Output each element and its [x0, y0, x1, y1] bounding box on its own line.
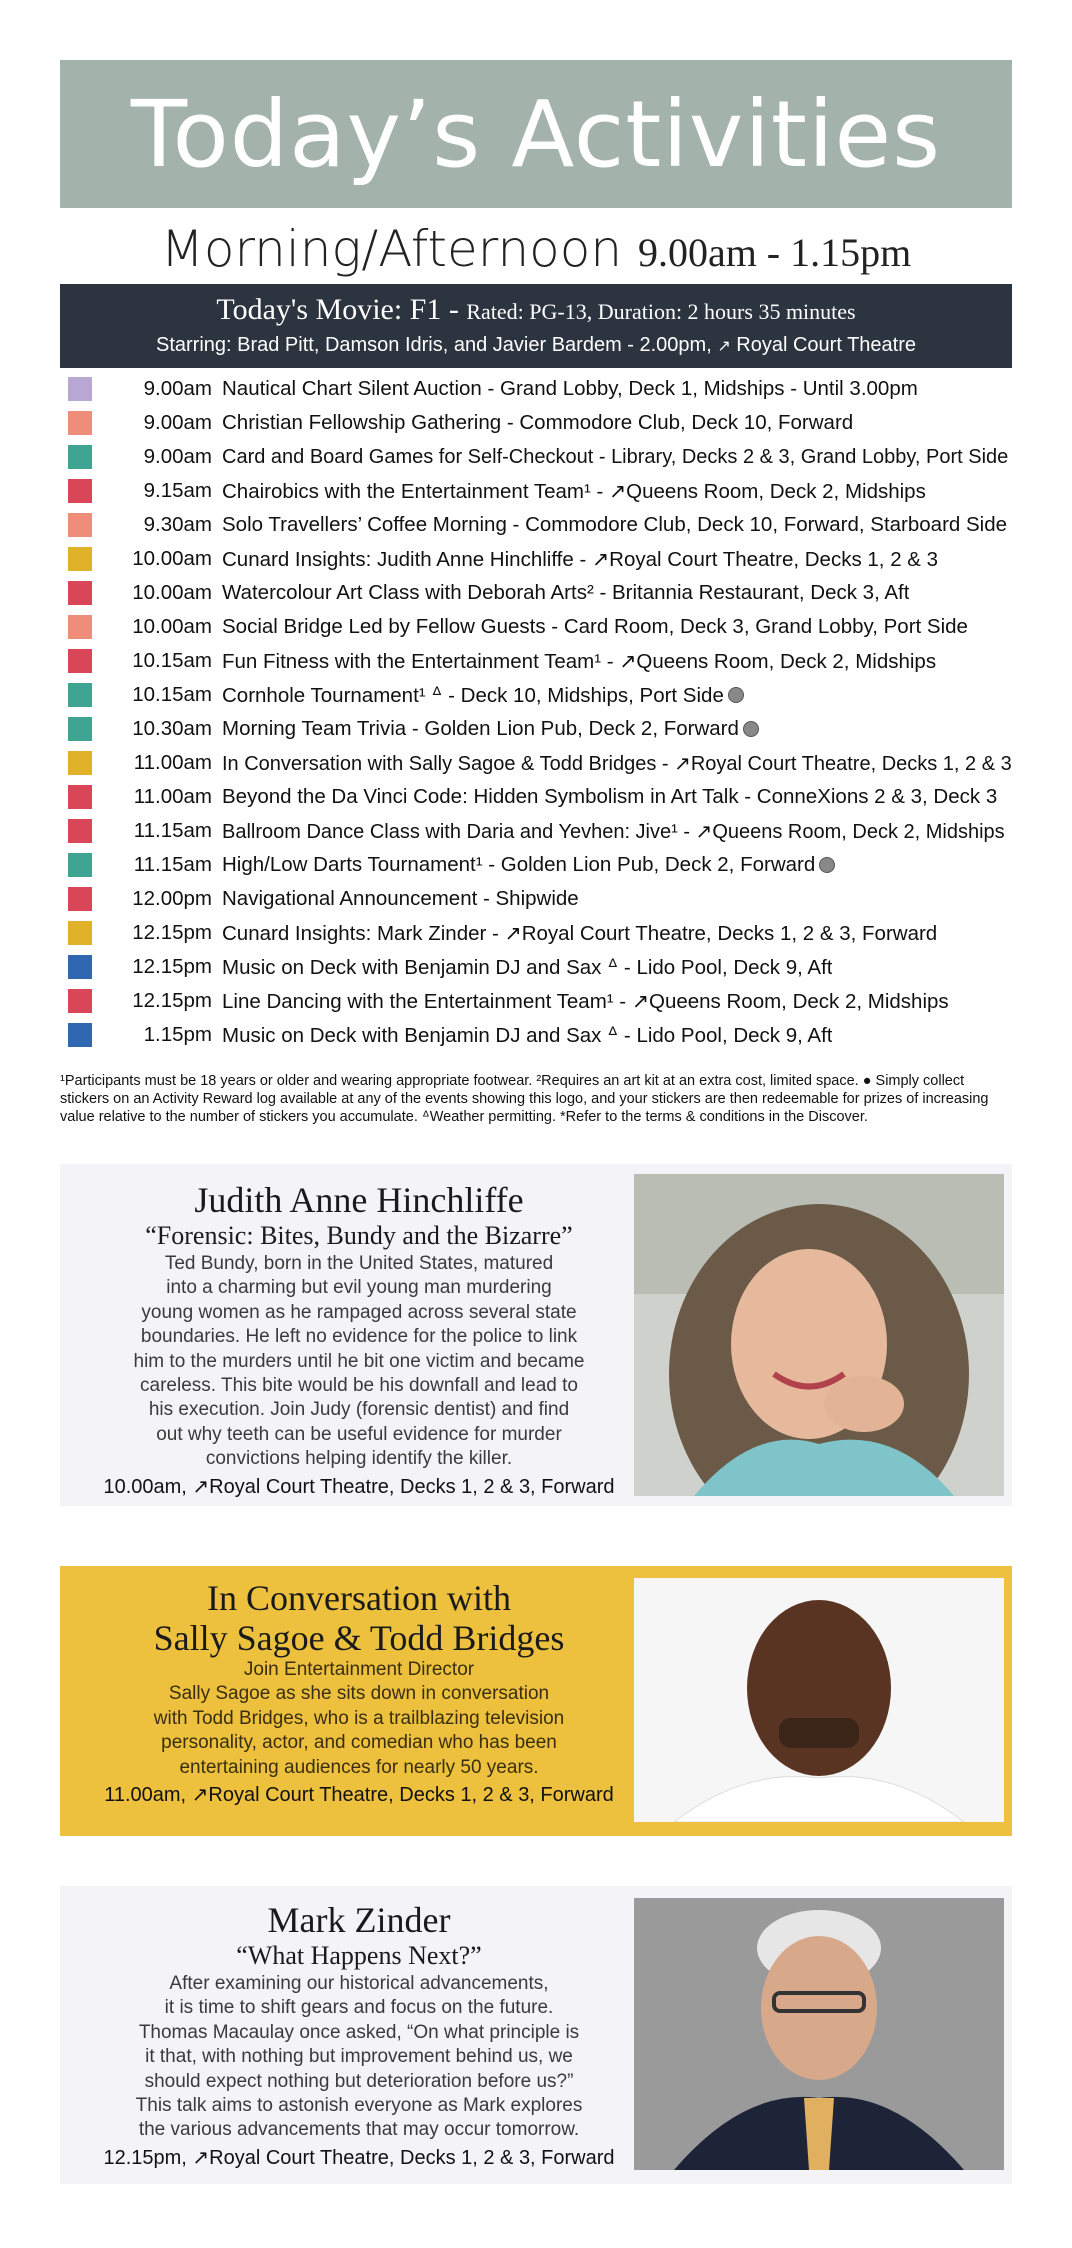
feature-card-conversation: [60, 1566, 1012, 1836]
category-swatch: [68, 581, 92, 605]
talk-location: 12.15pm, ↗Royal Court Theatre, Decks 1, 2 & 3, Forward: [103, 2146, 615, 2169]
schedule-description: Ballroom Dance Class with Daria and Yevhen: Jive¹ - ↗Queens Room, Deck 2, Midships: [222, 820, 1005, 843]
schedule-row: [60, 372, 1012, 406]
description-line: the various advancements that may occur tomorrow.: [138, 2119, 580, 2141]
guest-photo: [634, 1578, 1004, 1822]
schedule-row: [60, 644, 1012, 678]
talk-description: [74, 1252, 644, 1472]
feature-card-hinchliffe: [60, 1164, 1012, 1506]
description-line: him to the murders until he bit one victim and became: [133, 1350, 585, 1372]
schedule-time: 9.00am: [143, 445, 212, 468]
category-swatch: [68, 479, 92, 503]
category-swatch: [68, 989, 92, 1013]
session-heading: [60, 218, 1012, 280]
movie-venue: Royal Court Theatre: [736, 334, 917, 356]
category-swatch: [68, 853, 92, 877]
description-line: with Todd Bridges, who is a trailblazing television: [153, 1707, 565, 1729]
event-description: [74, 1658, 644, 1780]
schedule-row: [60, 406, 1012, 440]
category-swatch: [68, 445, 92, 469]
schedule-time: 10.00am: [132, 615, 212, 638]
schedule-time: 9.00am: [143, 411, 212, 434]
schedule-description: Cornhole Tournament¹ ᐞ - Deck 10, Midships, Port Side: [222, 683, 724, 707]
schedule-row: [60, 542, 1012, 576]
schedule-row: [60, 882, 1012, 916]
schedule-time: 12.15pm: [132, 955, 212, 978]
event-title-line1: In Conversation with: [207, 1578, 511, 1618]
description-line: This talk aims to astonish everyone as Mark explores: [135, 2095, 583, 2117]
schedule-time: 1.15pm: [143, 1023, 212, 1046]
schedule-row: [60, 848, 1012, 882]
description-line: it is time to shift gears and focus on the future.: [164, 1997, 554, 2019]
description-line: convictions helping identify the killer.: [205, 1448, 513, 1470]
schedule-time: 9.15am: [143, 479, 212, 502]
schedule-description: Nautical Chart Silent Auction - Grand Lobby, Deck 1, Midships - Until 3.00pm: [222, 377, 918, 400]
footnote: ¹Participants must be 18 years or older and wearing appropriate footwear. ²Requires an art kit at an extra cost, limited space. ● Simply collect stickers on an Activity Reward log available at any of the events showing this logo, and your stickers are then redeemable for prizes of increasing value relative to the number of stickers you accumulate. ᐞWeather permitting. *Refer to the terms & conditions in the Discover.: [60, 1073, 989, 1125]
schedule-description: Music on Deck with Benjamin DJ and Sax ᐞ - Lido Pool, Deck 9, Aft: [222, 1023, 833, 1047]
schedule-row: [60, 814, 1012, 848]
description-line: out why teeth can be useful evidence for murder: [156, 1423, 562, 1445]
reward-sticker-icon: [743, 721, 759, 737]
talk-location: 10.00am, ↗Royal Court Theatre, Decks 1, 2 & 3, Forward: [103, 1475, 615, 1498]
category-swatch: [68, 547, 92, 571]
description-line: Join Entertainment Director: [243, 1659, 475, 1680]
category-swatch: [68, 615, 92, 639]
schedule-description: Navigational Announcement - Shipwide: [222, 887, 579, 910]
talk-description: [74, 1972, 644, 2143]
event-location: 11.00am, ↗Royal Court Theatre, Decks 1, 2 & 3, Forward: [104, 1784, 614, 1807]
description-line: young women as he rampaged across several state: [141, 1301, 577, 1323]
description-line: Sally Sagoe as she sits down in conversation: [168, 1683, 550, 1705]
schedule-time: 10.30am: [132, 717, 212, 740]
schedule-row: [60, 678, 1012, 712]
schedule-row: [60, 916, 1012, 950]
location-arrow-icon: ↗: [717, 338, 731, 355]
category-swatch: [68, 785, 92, 809]
reward-sticker-icon: [819, 857, 835, 873]
schedule-time: 10.15am: [132, 683, 212, 706]
talk-title: “Forensic: Bites, Bundy and the Bizarre”: [145, 1221, 573, 1250]
schedule-description: Morning Team Trivia - Golden Lion Pub, Deck 2, Forward: [222, 717, 739, 740]
schedule-description: High/Low Darts Tournament¹ - Golden Lion Pub, Deck 2, Forward: [222, 853, 816, 876]
schedule-description: Cunard Insights: Mark Zinder - ↗Royal Court Theatre, Decks 1, 2 & 3, Forward: [222, 921, 938, 945]
schedule-row: [60, 440, 1012, 474]
category-swatch: [68, 683, 92, 707]
schedule-description: Line Dancing with the Entertainment Team¹ - ↗Queens Room, Deck 2, Midships: [222, 989, 949, 1013]
schedule-description: Card and Board Games for Self-Checkout - Library, Decks 2 & 3, Grand Lobby, Port Side: [222, 445, 1009, 468]
schedule-time: 11.15am: [133, 853, 212, 876]
schedule-time: 10.00am: [132, 581, 212, 604]
movie-title: Today's Movie: F1 -: [216, 293, 459, 326]
category-swatch: [68, 921, 92, 945]
category-swatch: [68, 513, 92, 537]
schedule-description: Cunard Insights: Judith Anne Hinchliffe - ↗Royal Court Theatre, Decks 1, 2 & 3: [222, 547, 939, 571]
description-line: into a charming but evil young man murdering: [166, 1277, 552, 1299]
movie-starring: Starring: Brad Pitt, Damson Idris, and Javier Bardem - 2.00pm,: [155, 334, 712, 356]
description-line: Ted Bundy, born in the United States, matured: [164, 1253, 554, 1274]
category-swatch: [68, 649, 92, 673]
category-swatch: [68, 1023, 92, 1047]
schedule-row: [60, 712, 1012, 746]
schedule-description: Watercolour Art Class with Deborah Arts² - Britannia Restaurant, Deck 3, Aft: [222, 581, 910, 604]
schedule-row: [60, 984, 1012, 1018]
category-swatch: [68, 377, 92, 401]
category-swatch: [68, 717, 92, 741]
description-line: should expect nothing but deterioration before us?”: [144, 2070, 574, 2092]
description-line: After examining our historical advancements,: [169, 1973, 549, 1994]
talk-title: “What Happens Next?”: [236, 1941, 482, 1970]
schedule-time: 12.15pm: [132, 921, 212, 944]
page: [60, 60, 1012, 1126]
schedule-time: 11.00am: [133, 785, 212, 808]
schedule-time: 11.00am: [133, 751, 212, 774]
category-swatch: [68, 887, 92, 911]
movie-details: Rated: PG-13, Duration: 2 hours 35 minutes: [466, 299, 856, 324]
schedule-list: [60, 372, 1012, 1052]
schedule-time: 10.00am: [132, 547, 212, 570]
description-line: Thomas Macaulay once asked, “On what principle is: [138, 2021, 580, 2043]
schedule-description: Christian Fellowship Gathering - Commodore Club, Deck 10, Forward: [222, 411, 854, 434]
schedule-description: Social Bridge Led by Fellow Guests - Card Room, Deck 3, Grand Lobby, Port Side: [222, 615, 968, 638]
category-swatch: [68, 819, 92, 843]
schedule-description: Music on Deck with Benjamin DJ and Sax ᐞ - Lido Pool, Deck 9, Aft: [222, 955, 833, 979]
movie-banner: [60, 284, 1012, 368]
schedule-row: [60, 508, 1012, 542]
schedule-row: [60, 576, 1012, 610]
category-swatch: [68, 411, 92, 435]
schedule-time: 11.15am: [133, 819, 212, 842]
schedule-time: 10.15am: [132, 649, 212, 672]
description-line: personality, actor, and comedian who has been: [161, 1732, 557, 1754]
schedule-description: Beyond the Da Vinci Code: Hidden Symbolism in Art Talk - ConneXions 2 & 3, Deck 3: [222, 785, 998, 808]
schedule-description: Fun Fitness with the Entertainment Team¹ - ↗Queens Room, Deck 2, Midships: [222, 649, 937, 673]
title-banner: [60, 60, 1012, 208]
schedule-time: 9.30am: [143, 513, 212, 536]
schedule-row: [60, 950, 1012, 984]
speaker-name: Judith Anne Hinchliffe: [194, 1180, 524, 1220]
schedule-description: Chairobics with the Entertainment Team¹ - ↗Queens Room, Deck 2, Midships: [222, 479, 926, 503]
schedule-time: 9.00am: [143, 377, 212, 400]
schedule-row: [60, 746, 1012, 780]
speaker-name: Mark Zinder: [267, 1900, 451, 1940]
description-line: entertaining audiences for nearly 50 years.: [179, 1756, 539, 1778]
schedule-description: Solo Travellers’ Coffee Morning - Commodore Club, Deck 10, Forward, Starboard Side: [222, 513, 1008, 536]
schedule-time: 12.00pm: [132, 887, 212, 910]
schedule-row: [60, 474, 1012, 508]
description-line: his execution. Join Judy (forensic dentist) and find: [148, 1399, 570, 1421]
event-title-line2: Sally Sagoe & Todd Bridges: [153, 1618, 565, 1658]
schedule-row: [60, 1018, 1012, 1052]
reward-sticker-icon: [728, 687, 744, 703]
session-name: Morning/Afternoon: [160, 220, 623, 278]
feature-card-zinder: [60, 1886, 1012, 2184]
speaker-photo: [634, 1898, 1004, 2170]
speaker-photo: [634, 1174, 1004, 1496]
category-swatch: [68, 955, 92, 979]
category-swatch: [68, 751, 92, 775]
description-line: careless. This bite would be his downfall and lead to: [140, 1375, 578, 1397]
schedule-description: In Conversation with Sally Sagoe & Todd Bridges - ↗Royal Court Theatre, Decks 1, 2 & 3: [222, 752, 1012, 775]
schedule-row: [60, 610, 1012, 644]
schedule-row: [60, 780, 1012, 814]
page-title: Today’s Activities: [130, 80, 942, 188]
schedule-time: 12.15pm: [132, 989, 212, 1012]
description-line: boundaries. He left no evidence for the police to link: [140, 1326, 578, 1348]
description-line: it that, with nothing but improvement behind us, we: [145, 2046, 573, 2068]
session-range: 9.00am - 1.15pm: [637, 230, 912, 275]
